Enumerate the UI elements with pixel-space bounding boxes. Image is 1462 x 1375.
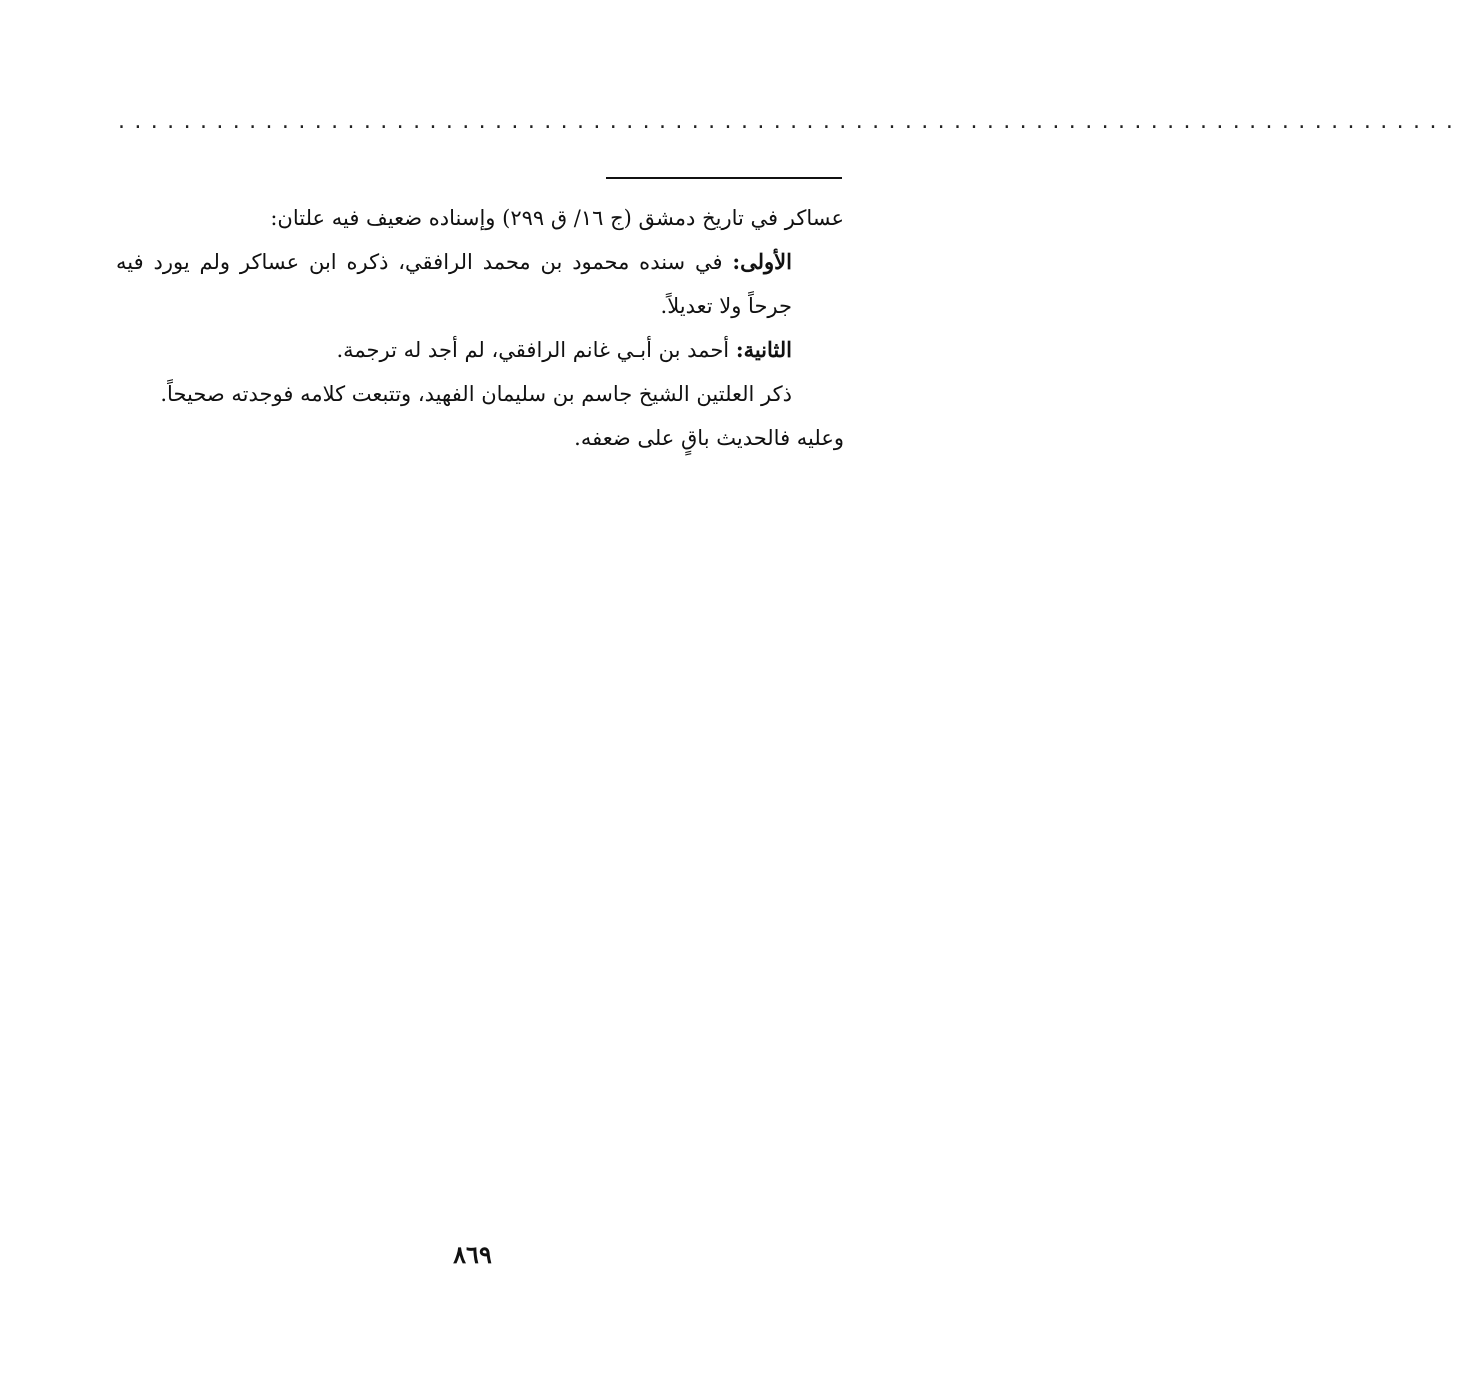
footnote-first-reason xyxy=(116,240,844,328)
footnote-body xyxy=(116,196,844,460)
page-number: ٨٦٩ xyxy=(453,1240,492,1269)
first-reason-term: الأولى: xyxy=(732,249,792,274)
footnote-conclusion: ذكر العلتين الشيخ جاسم بن سليمان الفهيد، وتتبعت كلامه فوجدته صحيحاً. xyxy=(160,382,792,406)
second-reason-term: الثانية: xyxy=(735,337,792,362)
separator-dots: .................................................................................. xyxy=(118,109,1462,134)
footnote-second-reason xyxy=(116,328,844,372)
footnote-rule xyxy=(606,177,842,179)
footnote-verdict: وعليه فالحديث باقٍ على ضعفه. xyxy=(574,426,844,450)
footnote-intro: عساكر في تاريخ دمشق (ج ١٦/ ق ٢٩٩) وإسناده ضعيف فيه علتان: xyxy=(270,206,844,230)
first-reason-text: في سنده محمود بن محمد الرافقي، ذكره ابن عساكر ولم يورد فيه جرحاً ولا تعديلاً. xyxy=(116,250,792,318)
second-reason-text: أحمد بن أبـي غانم الرافقي، لم أجد له ترجمة. xyxy=(336,338,736,362)
